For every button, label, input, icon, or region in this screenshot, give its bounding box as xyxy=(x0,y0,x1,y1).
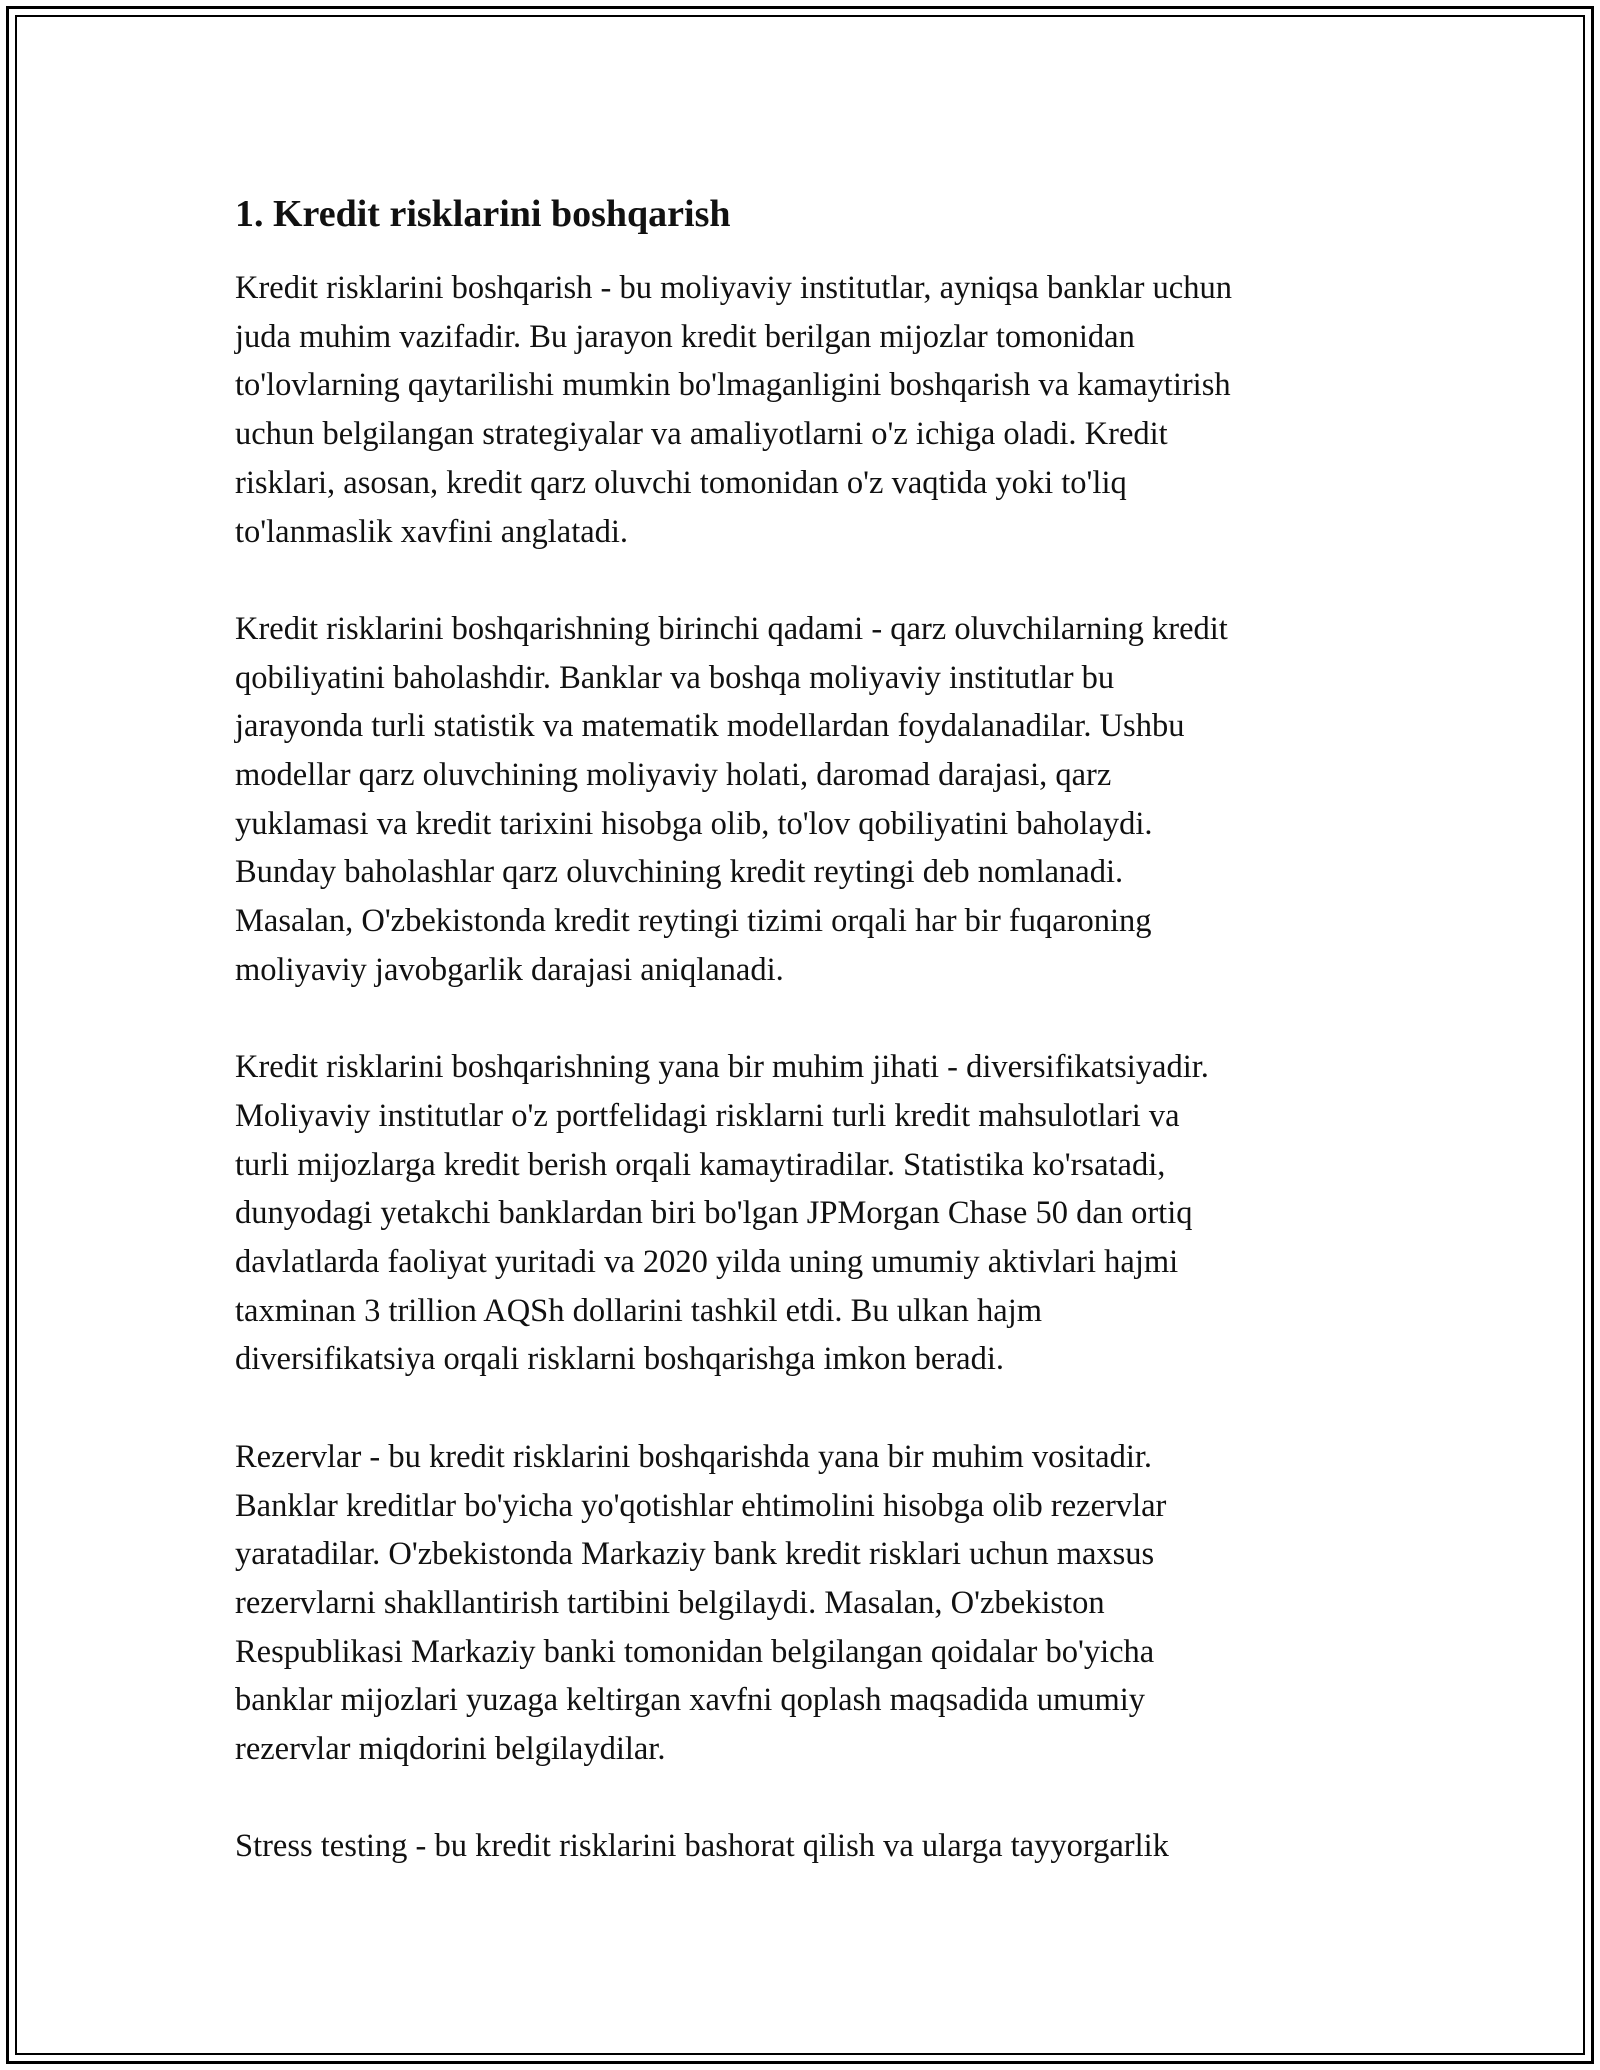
text-line: Kredit risklarini boshqarish - bu moliyaviy institutlar, ayniqsa banklar uchun xyxy=(235,270,1232,306)
text-line: juda muhim vazifadir. Bu jarayon kredit berilgan mijozlar tomonidan xyxy=(235,318,1135,355)
text-line: Banklar kreditlar bo'yicha yo'qotishlar ehtimolini hisobga olib rezervlar xyxy=(235,1487,1167,1524)
text-line: jarayonda turli statistik va matematik modellardan foydalanadilar. Ushbu xyxy=(235,708,1185,745)
text-line: uchun belgilangan strategiyalar va amaliyotlarni o'z ichiga oladi. Kredit xyxy=(235,416,1168,453)
text-line: yuklamasi va kredit tarixini hisobga olib, to'lov qobiliyatini baholaydi. xyxy=(235,805,1153,842)
text-line: rezervlarni shakllantirish tartibini belgilaydi. Masalan, O'zbekiston xyxy=(235,1584,1105,1621)
text-line: dunyodagi yetakchi banklardan biri bo'lgan JPMorgan Chase 50 dan ortiq xyxy=(235,1195,1193,1232)
document-body xyxy=(235,186,1375,1871)
text-line: modellar qarz oluvchining moliyaviy holati, daromad darajasi, qarz xyxy=(235,757,1112,794)
section-heading: 1. Kredit risklarini boshqarish xyxy=(235,193,731,235)
text-line: davlatlarda faoliyat yuritadi va 2020 yilda uning umumiy aktivlari hajmi xyxy=(235,1244,1179,1281)
text-line: Moliyaviy institutlar o'z portfelidagi risklarni turli kredit mahsulotlari va xyxy=(235,1097,1180,1134)
text-line: yaratadilar. O'zbekistonda Markaziy bank kredit risklari uchun maxsus xyxy=(235,1536,1155,1573)
text-line: Respublikasi Markaziy banki tomonidan belgilangan qoidalar bo'yicha xyxy=(235,1633,1155,1670)
paragraph-diversification xyxy=(235,1043,1375,1384)
text-line: to'lovlarning qaytarilishi mumkin bo'lmaganligini boshqarish va kamaytirish xyxy=(235,367,1231,404)
text-line: risklari, asosan, kredit qarz oluvchi tomonidan o'z vaqtida yoki to'liq xyxy=(235,464,1127,501)
paragraph-creditworthiness xyxy=(235,605,1375,995)
text-line: qobiliyatini baholashdir. Banklar va boshqa moliyaviy institutlar bu xyxy=(235,659,1115,696)
text-line: Masalan, O'zbekistonda kredit reytingi tizimi orqali har bir fuqaroning xyxy=(235,903,1152,940)
text-line: taxminan 3 trillion AQSh dollarini tashkil etdi. Bu ulkan hajm xyxy=(235,1292,1043,1329)
text-line: moliyaviy javobgarlik darajasi aniqlanadi. xyxy=(235,951,784,988)
text-line: Rezervlar - bu kredit risklarini boshqarishda yana bir muhim vositadir. xyxy=(235,1438,1152,1475)
paragraph-credit-risk-intro xyxy=(235,264,1375,556)
text-line: Kredit risklarini boshqarishning birinchi qadami - qarz oluvchilarning kredit xyxy=(235,610,1228,647)
text-line: Kredit risklarini boshqarishning yana bir muhim jihati - diversifikatsiyadir. xyxy=(235,1049,1209,1086)
paragraph-stress-testing xyxy=(235,1822,1375,1871)
text-line: Bunday baholashlar qarz oluvchining kredit reytingi deb nomlanadi. xyxy=(235,854,1124,891)
text-line: turli mijozlarga kredit berish orqali kamaytiradilar. Statistika ko'rsatadi, xyxy=(235,1146,1166,1183)
text-line: diversifikatsiya orqali risklarni boshqarishga imkon beradi. xyxy=(235,1341,1004,1378)
text-line: rezervlar miqdorini belgilaydilar. xyxy=(235,1731,666,1768)
text-line: Stress testing - bu kredit risklarini bashorat qilish va ularga tayyorgarlik xyxy=(235,1828,1169,1865)
paragraph-reserves xyxy=(235,1433,1375,1774)
text-line: to'lanmaslik xavfini anglatadi. xyxy=(235,513,629,550)
text-line: banklar mijozlari yuzaga keltirgan xavfni qoplash maqsadida umumiy xyxy=(235,1682,1146,1719)
